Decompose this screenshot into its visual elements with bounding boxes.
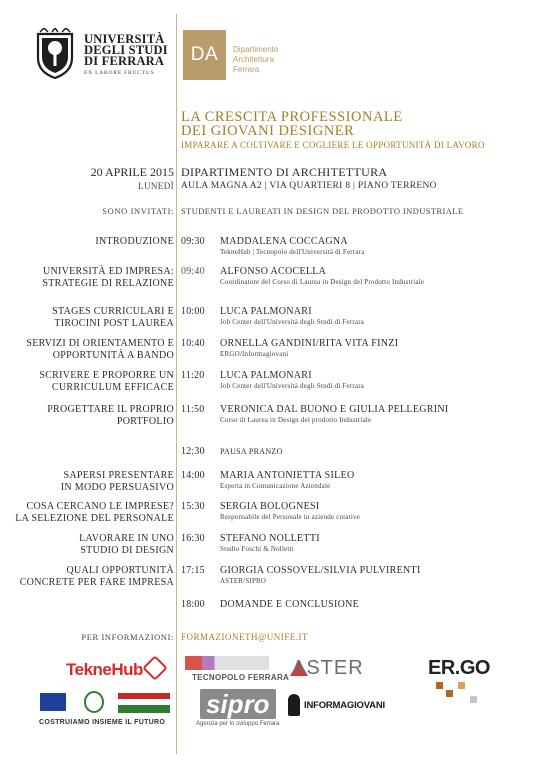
agenda-affiliation: TekneHub | Tecnopolo dell'Università di Ferrara bbox=[220, 248, 365, 256]
tecnopolo-banner-icon bbox=[185, 656, 269, 670]
agenda-time: 16:30 bbox=[181, 533, 205, 544]
agenda-speaker: GIORGIA COSSOVEL/SILVIA PULVIRENTI bbox=[220, 565, 421, 576]
agenda-time: 11:20 bbox=[181, 370, 205, 381]
agenda-time: 14:00 bbox=[181, 470, 205, 481]
agenda-topic bbox=[61, 470, 174, 494]
contact-email-link[interactable]: FORMAZIONETH@UNIFE.IT bbox=[181, 632, 309, 642]
department-name-line: Architettura bbox=[233, 55, 274, 64]
teknehub-logo: TekneHub bbox=[66, 660, 143, 679]
university-motto: EX LABORE FRUCTUS bbox=[84, 70, 155, 76]
event-department: DIPARTIMENTO DI ARCHITETTURA bbox=[181, 165, 388, 179]
closing-session: DOMANDE E CONCLUSIONE bbox=[220, 599, 360, 610]
department-name bbox=[233, 45, 278, 75]
agenda-speaker: MADDALENA COCCAGNA bbox=[220, 236, 348, 247]
agenda-topic-line: STAGES CURRICULARI E bbox=[52, 306, 174, 317]
university-seal-icon bbox=[34, 28, 76, 80]
event-venue: AULA MAGNA A2 | VIA QUARTIERI 8 | PIANO TERRENO bbox=[181, 181, 437, 191]
agenda-affiliation: Coordinatore del Corso di Laurea in Design del Prodotto Industriale bbox=[220, 278, 425, 286]
event-date: 20 APRILE 2015 bbox=[90, 165, 174, 179]
agenda-speaker: MARIA ANTONIETTA SILEO bbox=[220, 470, 355, 481]
agenda-topic-line: CURRICULUM EFFICACE bbox=[51, 382, 174, 393]
italy-emblem-icon bbox=[84, 691, 104, 713]
event-title-line1: LA CRESCITA PROFESSIONALE bbox=[181, 109, 403, 125]
agenda-time: 12:30 bbox=[181, 446, 205, 457]
agenda-topic bbox=[79, 533, 174, 557]
agenda-affiliation: Esperta in Comunicazione Aziendale bbox=[220, 482, 331, 490]
agenda-topic-line: IN MODO PERSUASIVO bbox=[60, 482, 174, 493]
agenda-time: 17:15 bbox=[181, 565, 205, 576]
agenda-topic bbox=[42, 266, 174, 290]
agenda-speaker: STEFANO NOLLETTI bbox=[220, 533, 320, 544]
agenda-topic-line: QUALI OPPORTUNITÀ bbox=[66, 565, 174, 576]
agenda-topic bbox=[15, 501, 174, 525]
aster-logo: ASTER bbox=[292, 657, 364, 679]
university-name-line: UNIVERSITÀ bbox=[84, 32, 165, 46]
agenda-topic-line: OPPORTUNITÀ A BANDO bbox=[52, 350, 174, 361]
university-name-line: DI FERRARA bbox=[84, 54, 165, 68]
regione-emilia-romagna-icon bbox=[118, 693, 170, 713]
agenda-topic-line: COSA CERCANO LE IMPRESE? bbox=[26, 501, 174, 512]
agenda-affiliation: ERGO/Informagiovani bbox=[220, 350, 289, 358]
ergo-logo: ER.GO bbox=[428, 657, 490, 679]
event-title-line2: DEI GIOVANI DESIGNER bbox=[181, 123, 355, 139]
agenda-affiliation: Job Center dell'Università degli Studi di Ferrara bbox=[220, 318, 365, 326]
agenda-time: 10:40 bbox=[181, 338, 205, 349]
eu-flag-icon bbox=[40, 693, 66, 711]
agenda-topic-line: PROGETTARE IL PROPRIO bbox=[47, 404, 174, 415]
ergo-square-icon bbox=[458, 682, 465, 689]
agenda-affiliation: Studio Foschi & Nolletti bbox=[220, 545, 294, 553]
invited-audience: STUDENTI E LAUREATI IN DESIGN DEL PRODOTTO INDUSTRIALE bbox=[181, 206, 464, 216]
agenda-affiliation: Job Center dell'Università degli Studi di Ferrara bbox=[220, 382, 365, 390]
agenda-speaker: ALFONSO ACOCELLA bbox=[220, 266, 327, 277]
agenda-speaker: LUCA PALMONARI bbox=[220, 370, 312, 381]
agenda-affiliation: Responsabile del Personale in aziende creative bbox=[220, 513, 361, 521]
ergo-square-icon bbox=[470, 696, 477, 703]
agenda-topic-line: CONCRETE PER FARE IMPRESA bbox=[19, 577, 174, 588]
agenda-topic-line: LAVORARE IN UNO bbox=[79, 533, 174, 544]
agenda-time: 11:50 bbox=[181, 404, 205, 415]
lunch-break: PAUSA PRANZO bbox=[220, 447, 283, 456]
agenda-topic-line: INTRODUZIONE bbox=[95, 236, 174, 247]
agenda-topic-line: SERVIZI DI ORIENTAMENTO E bbox=[26, 338, 174, 349]
agenda-time: 15:30 bbox=[181, 501, 205, 512]
agenda-time: 10:00 bbox=[181, 306, 205, 317]
agenda-topic bbox=[47, 404, 174, 428]
informagiovani-logo: INFORMAGIOVANI bbox=[304, 700, 385, 711]
agenda-speaker: SERGIA BOLOGNESI bbox=[220, 501, 320, 512]
agenda-topic-line: SCRIVERE E PROPORRE UN bbox=[39, 370, 174, 381]
agenda-affiliation: ASTER/SIPRO bbox=[220, 577, 267, 585]
agenda-speaker: VERONICA DAL BUONO E GIULIA PELLEGRINI bbox=[220, 404, 449, 415]
agenda-topic bbox=[20, 565, 174, 589]
agenda-topic-line: LA SELEZIONE DEL PERSONALE bbox=[15, 513, 174, 524]
vertical-divider bbox=[176, 14, 177, 754]
university-name bbox=[84, 34, 194, 76]
agenda-topic bbox=[95, 236, 174, 248]
event-weekday: LUNEDÌ bbox=[138, 181, 174, 191]
agenda-topic-line: TIROCINI POST LAUREA bbox=[54, 318, 174, 329]
agenda-time: 09:30 bbox=[181, 236, 205, 247]
university-name-line: DEGLI STUDI bbox=[84, 43, 168, 57]
agenda-topic-line: STUDIO DI DESIGN bbox=[80, 545, 174, 556]
sipro-logo: sipro bbox=[200, 689, 276, 719]
contact-label: PER INFORMAZIONI: bbox=[81, 632, 174, 642]
agenda-topic-line: UNIVERSITÀ ED IMPRESA: bbox=[42, 266, 174, 277]
sipro-tagline: Agenzia per lo sviluppo Ferrara bbox=[196, 721, 280, 727]
ergo-square-icon bbox=[436, 682, 443, 689]
agenda-time: 18:00 bbox=[181, 599, 205, 610]
department-logo: DA bbox=[183, 30, 226, 80]
agenda-speaker: ORNELLA GANDINI/RITA VITA FINZI bbox=[220, 338, 399, 349]
university-logo bbox=[34, 28, 184, 88]
invited-label: SONO INVITATI: bbox=[102, 206, 174, 216]
agenda-topic-line: SAPERSI PRESENTARE bbox=[63, 470, 174, 481]
teknehub-mark-icon bbox=[142, 655, 167, 680]
event-subtitle: IMPARARE A COLTIVARE E COGLIERE LE OPPORTUNITÀ DI LAVORO bbox=[181, 140, 485, 150]
department-name-line: Dipartimento bbox=[233, 45, 279, 54]
agenda-topic bbox=[26, 338, 174, 362]
agenda-affiliation: Corso di Laurea in Design del prodotto Industriale bbox=[220, 416, 372, 424]
agenda-speaker: LUCA PALMONARI bbox=[220, 306, 312, 317]
agenda-time: 09:40 bbox=[181, 266, 205, 277]
agenda-topic-line: PORTFOLIO bbox=[116, 416, 174, 427]
agenda-topic-line: STRATEGIE DI RELAZIONE bbox=[42, 278, 174, 289]
agenda-topic bbox=[52, 306, 174, 330]
agenda-topic bbox=[39, 370, 174, 394]
tecnopolo-logo: TECNOPOLO FERRARA bbox=[192, 673, 290, 682]
ergo-square-icon bbox=[446, 690, 453, 697]
informagiovani-mark-icon bbox=[288, 694, 300, 716]
department-name-line: Ferrara bbox=[233, 65, 260, 74]
costruiamo-slogan: COSTRUIAMO INSIEME IL FUTURO bbox=[39, 719, 166, 726]
